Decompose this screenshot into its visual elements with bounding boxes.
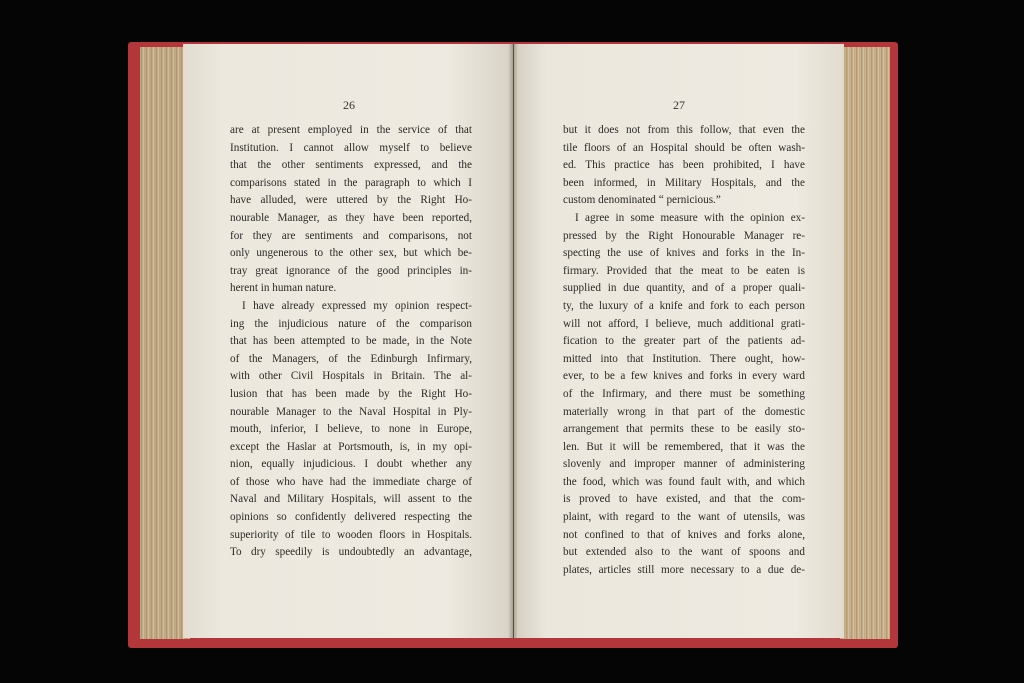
- text-line: tile floors of an Hospital should be often wash-: [563, 141, 805, 154]
- text-line: tray great ignorance of the good principles in-: [230, 264, 472, 277]
- text-line: specting the use of knives and forks in the In-: [563, 247, 805, 260]
- right-page-number: 27: [673, 98, 685, 112]
- text-line: Institution. I cannot allow myself to believe: [230, 141, 472, 154]
- text-line: ever, to be a few knives and forks in every ward: [563, 370, 805, 383]
- text-line: but extended also to the want of spoons and: [563, 546, 805, 559]
- text-line: of the Managers, of the Edinburgh Infirmary,: [230, 352, 472, 365]
- text-line: materially wrong in that part of the domestic: [563, 405, 805, 418]
- text-line: pressed by the Right Honourable Manager re-: [563, 229, 805, 242]
- text-line: nourable Manager, as they have been reported,: [230, 211, 472, 224]
- text-line: arrangement that permits these to be easily sto-: [563, 423, 805, 436]
- text-line: of the Infirmary, and there must be something: [563, 387, 805, 400]
- left-page-text: [230, 122, 472, 562]
- text-line: for they are sentiments and comparisons, not: [230, 229, 472, 242]
- text-line: superiority of tile to wooden floors in Hospitals.: [230, 528, 472, 541]
- text-line: are at present employed in the service of that: [230, 124, 472, 136]
- text-line: mouth, inferior, I believe, to none in Europe,: [230, 423, 472, 436]
- text-line: len. But it will be remembered, that it was the: [563, 440, 805, 453]
- text-line: is proved to have existed, and that the com-: [563, 493, 805, 506]
- text-line: but it does not from this follow, that even the: [563, 124, 805, 136]
- text-line: plaint, with regard to the want of utensils, was: [563, 511, 805, 524]
- book-gutter: [508, 44, 518, 638]
- text-line: firmary. Provided that the meat to be eaten is: [563, 264, 805, 277]
- text-line: I have already expressed my opinion respect-: [242, 299, 472, 312]
- text-line: been informed, in Military Hospitals, and the: [563, 176, 805, 189]
- text-line: plates, articles still more necessary to a due de-: [563, 563, 805, 576]
- text-line: have alluded, were uttered by the Right Ho-: [230, 194, 472, 207]
- text-line: lusion that has been made by the Right Ho-: [230, 387, 472, 400]
- right-page-text: [563, 122, 805, 579]
- text-line: except the Haslar at Portsmouth, is, in my opi-: [230, 440, 472, 453]
- text-line: the food, which was found fault with, and which: [563, 475, 805, 488]
- text-line: not confined to that of knives and forks alone,: [563, 528, 805, 541]
- left-page-number: 26: [343, 98, 355, 112]
- page-edges-right: [840, 47, 890, 639]
- text-line: that the other sentiments expressed, and the: [230, 159, 472, 172]
- text-line: supplied in due quantity, and of a proper quali-: [563, 282, 805, 295]
- text-line: fication to the greater part of the patients ad-: [563, 335, 805, 348]
- text-line: opinions so confidently delivered respecting the: [230, 511, 472, 524]
- text-line: custom denominated “ pernicious.”: [563, 194, 721, 207]
- text-line: mitted into that Institution. There ought, how-: [563, 352, 805, 365]
- text-line: nourable Manager to the Naval Hospital in Ply-: [230, 405, 472, 418]
- text-line: Naval and Military Hospitals, will assent to the: [230, 493, 472, 506]
- text-line: comparisons stated in the paragraph to which I: [230, 176, 472, 189]
- text-line: nion, equally injudicious. I doubt whether any: [230, 458, 472, 471]
- text-line: will not afford, I believe, much additional grati-: [563, 317, 805, 330]
- text-line: To dry speedily is undoubtedly an advantage,: [230, 546, 472, 559]
- text-line: ed. This practice has been prohibited, I have: [563, 159, 805, 172]
- text-line: only ungenerous to the other sex, but which be-: [230, 247, 472, 260]
- text-line: that has been attempted to be made, in the Note: [230, 335, 472, 348]
- text-line: ing the injudicious nature of the comparison: [230, 317, 472, 330]
- text-line: with other Civil Hospitals in Britain. The al-: [230, 370, 472, 383]
- text-line: of those who have had the immediate charge of: [230, 475, 472, 488]
- text-line: I agree in some measure with the opinion ex-: [575, 211, 805, 224]
- text-line: slovenly and improper manner of administering: [563, 458, 805, 471]
- text-line: ty, the luxury of a knife and fork to each person: [563, 299, 805, 312]
- text-line: herent in human nature.: [230, 282, 337, 295]
